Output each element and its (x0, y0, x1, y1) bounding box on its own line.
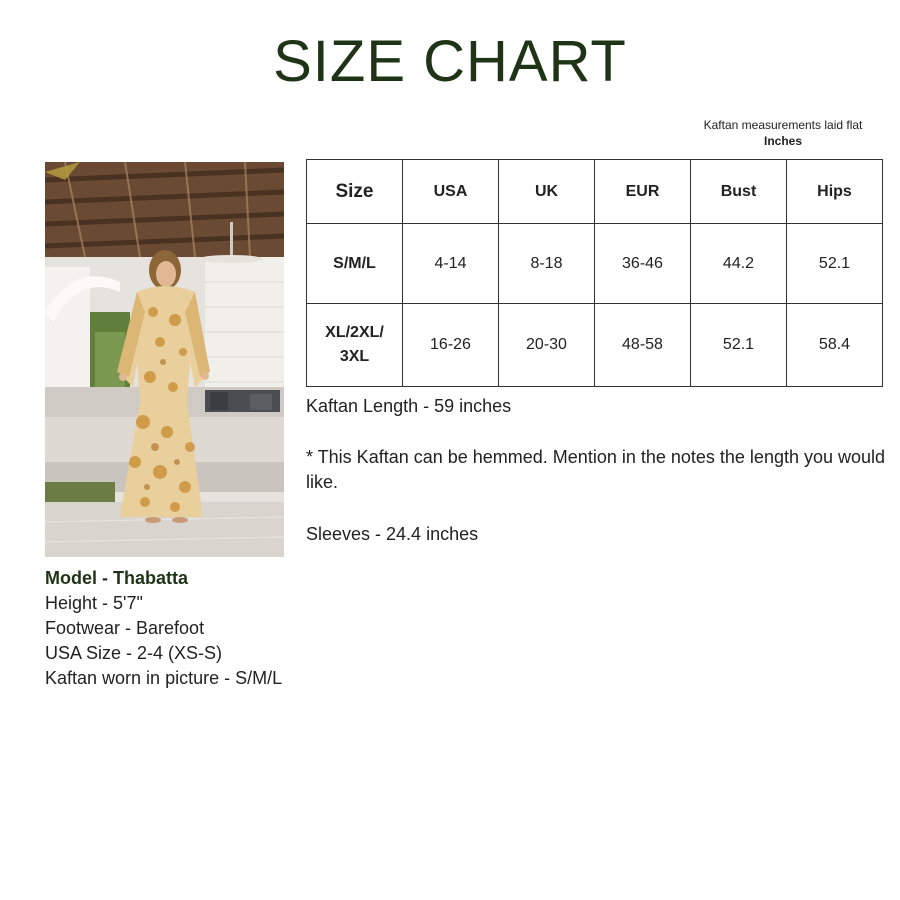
table-row (307, 224, 883, 304)
kaftan-length: Kaftan Length - 59 inches (306, 396, 512, 416)
cell-size: S/M/L (307, 224, 403, 304)
model-usa-size: USA Size - 2-4 (XS-S) (45, 643, 223, 663)
cell-bust: 52.1 (691, 304, 787, 387)
model-photo (45, 162, 284, 557)
header-eur: EUR (595, 160, 691, 224)
model-photo-illustration (45, 162, 284, 557)
cell-hips: 52.1 (787, 224, 883, 304)
cell-bust: 44.2 (691, 224, 787, 304)
measurement-note-text: Kaftan measurements laid flat (703, 118, 863, 132)
header-size: Size (307, 160, 403, 224)
hem-note: * This Kaftan can be hemmed. Mention in the notes the length you would like. (306, 447, 886, 492)
table-header-row (307, 160, 883, 224)
header-bust: Bust (691, 160, 787, 224)
model-info (45, 566, 305, 691)
page-title: SIZE CHART (273, 29, 627, 94)
cell-usa: 4-14 (403, 224, 499, 304)
model-height: Height - 5'7" (45, 593, 143, 613)
model-footwear: Footwear - Barefoot (45, 618, 205, 638)
model-name: Model - Thabatta (45, 568, 188, 588)
cell-uk: 20-30 (499, 304, 595, 387)
header-usa: USA (403, 160, 499, 224)
cell-usa: 16-26 (403, 304, 499, 387)
cell-size: XL/2XL/ 3XL (307, 304, 403, 387)
size-table (306, 159, 883, 387)
kaftan-details (306, 394, 886, 547)
cell-eur: 36-46 (595, 224, 691, 304)
model-size-worn: Kaftan worn in picture - S/M/L (45, 668, 283, 688)
measurement-note (680, 117, 886, 149)
header-uk: UK (499, 160, 595, 224)
cell-hips: 58.4 (787, 304, 883, 387)
table-row (307, 304, 883, 387)
cell-eur: 48-58 (595, 304, 691, 387)
header-hips: Hips (787, 160, 883, 224)
measurement-units: Inches (763, 134, 802, 148)
cell-uk: 8-18 (499, 224, 595, 304)
sleeve-length: Sleeves - 24.4 inches (306, 524, 479, 544)
